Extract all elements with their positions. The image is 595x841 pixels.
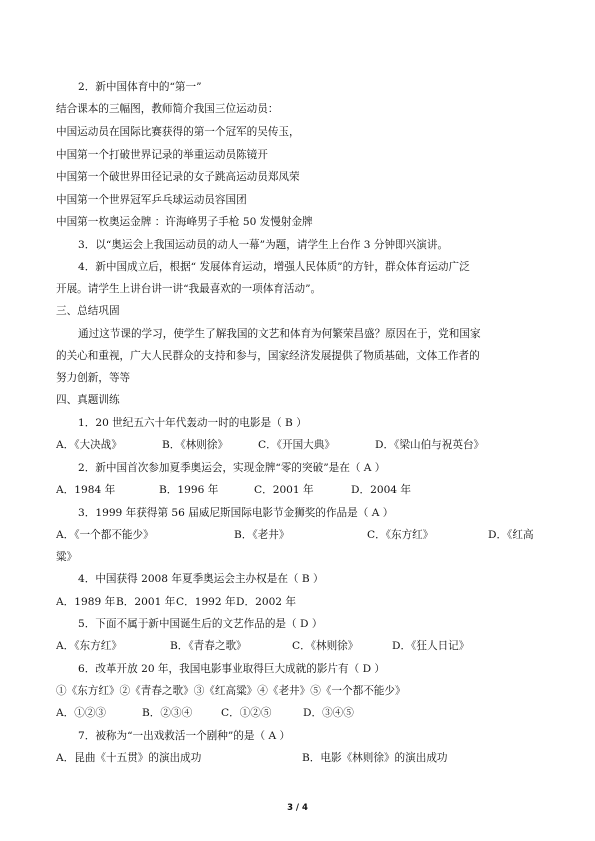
question-4: 4．中国获得 2008 年夏季奥运会主办权是在（ B ） <box>78 573 324 585</box>
question-7: 7．被称为“一出戏救活一个剧种”的是（ A ） <box>78 730 291 742</box>
summary-line: 的关心和重视，广大人民群众的支持和参与，国家经济发展提供了物质基础，文体工作者的 <box>56 350 480 362</box>
option: D．《红高 <box>488 529 534 541</box>
section-heading: 三、总结巩固 <box>56 305 120 317</box>
question-2-options <box>56 483 546 497</box>
item-4-line-1: 4．新中国成立后，根据“ 发展体育运动，增强人民体质”的方针，群众体育运动广泛 <box>78 261 470 273</box>
option: D．③④⑤ <box>303 707 354 719</box>
option: A．《一个都不能少》 <box>56 529 154 541</box>
option: C．《东方红》 <box>367 529 434 541</box>
summary-line: 努力创新，等等 <box>56 372 131 384</box>
section-heading: 四、真题训练 <box>56 394 120 406</box>
question-2: 2．新中国首次参加夏季奥运会，实现金牌“零的突破”是在（ A ） <box>78 462 386 474</box>
option: A．1989 年 <box>56 596 116 608</box>
option: B．②③④ <box>142 707 193 719</box>
option: C．《林则徐》 <box>292 640 359 652</box>
question-6-options <box>56 706 546 720</box>
firsts-line: 中国第一枚奥运金牌 ：许海峰男子手枪 50 发慢射金牌 <box>56 216 313 228</box>
option: D．《梁山伯与祝英台》 <box>375 439 485 451</box>
question-3: 3．1999 年获得第 56 届威尼斯国际电影节金狮奖的作品是（ A ） <box>78 507 394 519</box>
firsts-line: 中国第一个打破世界记录的举重运动员陈镜开 <box>56 149 268 161</box>
option: C．2001 年 <box>254 484 314 496</box>
option: A．《大决战》 <box>56 439 122 451</box>
item-4-line-2: 开展。请学生上讲台讲一讲“我最喜欢的一项体育活动”。 <box>56 283 322 295</box>
question-3-option-wrap: 粱》 <box>56 551 78 563</box>
question-5-options <box>56 639 546 653</box>
firsts-line: 中国第一个世界冠军乒乓球运动员容国团 <box>56 194 247 206</box>
question-1-options <box>56 438 546 452</box>
option: B．1996 年 <box>159 484 219 496</box>
question-4-options <box>56 595 546 609</box>
option: D．2004 年 <box>351 484 412 496</box>
option: B．《林则徐》 <box>162 439 229 451</box>
option: B．电影《林则徐》的演出成功 <box>302 752 448 764</box>
option: C．《开国大典》 <box>258 439 335 451</box>
item-3: 3．以“奥运会上我国运动员的动人一幕”为题，请学生上台作 3 分钟即兴演讲。 <box>78 239 449 251</box>
question-6-works: ①《东方红》②《青春之歌》③《红高粱》④《老井》⑤《一个都不能少》 <box>56 685 406 697</box>
question-1: 1．20 世纪五六十年代轰动一时的电影是（ B ） <box>78 417 307 429</box>
question-6: 6．改革开放 20 年，我国电影事业取得巨大成就的影片有（ D ） <box>78 663 386 675</box>
option: A．昆曲《十五贯》的演出成功 <box>56 752 202 764</box>
question-5: 5．下面不属于新中国诞生后的文艺作品的是（ D ） <box>78 618 323 630</box>
option: B．《青春之歌》 <box>170 640 247 652</box>
option: C．1992 年 <box>176 596 236 608</box>
firsts-intro: 结合课本的三幅图，教师简介我国三位运动员： <box>56 103 279 115</box>
question-7-options <box>56 751 546 765</box>
firsts-line: 中国第一个破世界田径记录的女子跳高运动员郑凤荣 <box>56 171 300 183</box>
option: D．2002 年 <box>236 596 297 608</box>
option: B．《老井》 <box>234 529 290 541</box>
question-3-options <box>56 528 546 542</box>
option: D．《狂人日记》 <box>392 640 470 652</box>
firsts-line: 中国运动员在国际比赛获得的第一个冠军的吴传玉， <box>56 126 300 138</box>
summary-line: 通过这节课的学习，使学生了解我国的文艺和体育为何繁荣昌盛？原因在于，党和国家 <box>78 328 481 340</box>
page-number: 3 / 4 <box>287 803 308 813</box>
option: B．2001 年 <box>116 596 176 608</box>
item-firsts-title: 2．新中国体育中的“第一” <box>78 81 202 93</box>
option: C．①②⑤ <box>221 707 272 719</box>
option: A．《东方红》 <box>56 640 122 652</box>
option: A．①②③ <box>56 707 107 719</box>
option: A．1984 年 <box>56 484 116 496</box>
